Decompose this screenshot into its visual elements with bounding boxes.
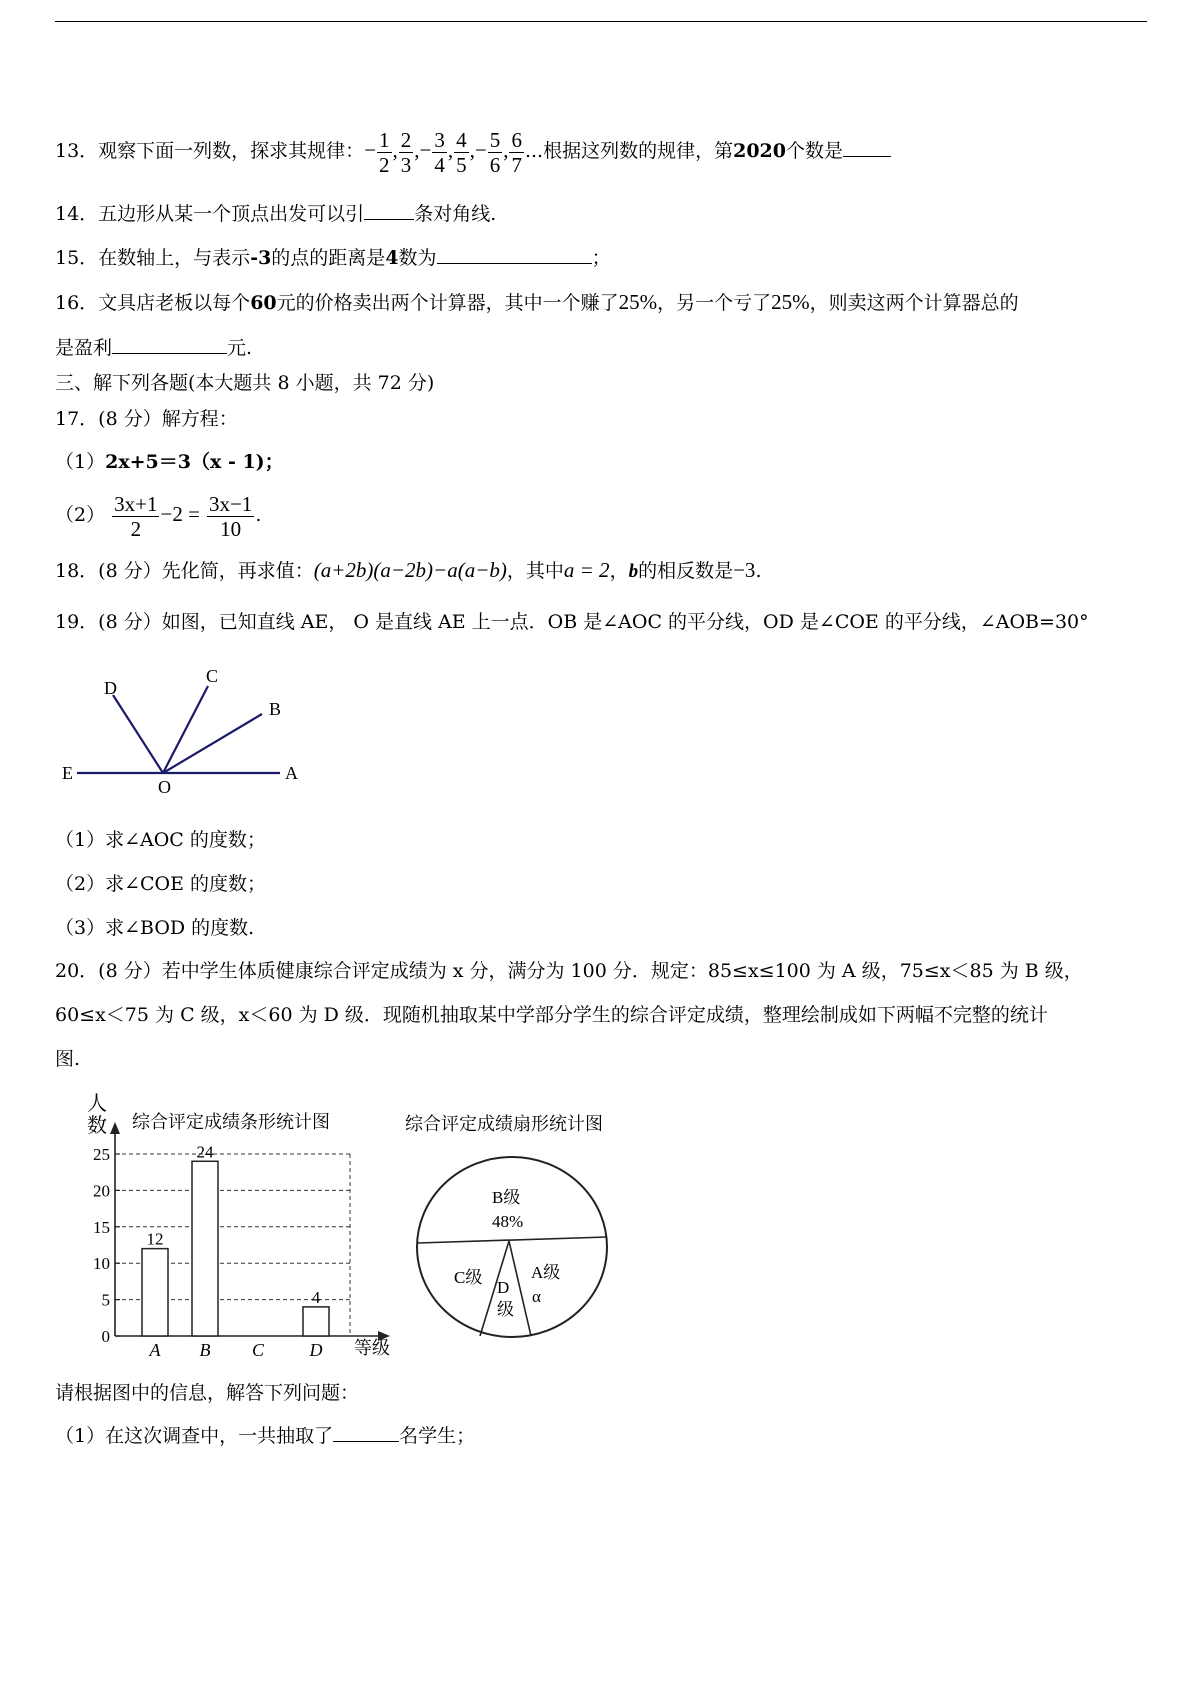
x-tick-label-B: B xyxy=(199,1340,211,1360)
y-tick-label: 25 xyxy=(93,1145,110,1164)
q19-part3: （3）求∠BOD 的度数. xyxy=(55,917,255,939)
answer-blank-20-1[interactable] xyxy=(333,1423,399,1442)
answer-blank-16[interactable] xyxy=(112,335,227,354)
angle-figure xyxy=(55,660,325,800)
label-D: D xyxy=(104,678,117,698)
fraction-right: $\frac{3x-1}{10}$ xyxy=(208,491,253,541)
minus-sign: − xyxy=(419,138,432,162)
y-tick-label: 15 xyxy=(93,1217,110,1237)
q17-part1: （1）2x+5＝3（x - 1)； xyxy=(55,451,284,473)
bar-chart-title: 综合评定成绩条形统计图 xyxy=(132,1112,330,1132)
y-tick-label: 20 xyxy=(93,1181,110,1201)
sequence-fraction: $\frac{2}{3}$ xyxy=(400,127,412,177)
question-18: 18．(8 分）先化简，再求值：(a+2b)(a−2b)−a(a−b)，其中a = 2，b的相反数是−3. xyxy=(55,558,762,582)
y-tick-label: 0 xyxy=(101,1327,110,1346)
label-E: E xyxy=(62,763,73,783)
fraction-sequence: − $\frac{1}{2}$ , $\frac{2}{3}$ ,− $\frac{3}{4}$ , $\frac{4}{5}$ ,− $\frac{5}{6}$ , $\frac{6}{7}$ xyxy=(364,127,522,177)
slice-C-label: C级 xyxy=(454,1268,483,1287)
answer-blank-13[interactable] xyxy=(843,138,891,157)
question-20-line2: 60≤x＜75 为 C 级，x＜60 为 D 级．现随机抽取某中学部分学生的综合评定成绩，整理绘制成如下两幅不完整的统计 xyxy=(55,1004,1048,1026)
y-axis-arrow xyxy=(110,1122,120,1134)
bar-D xyxy=(303,1307,329,1336)
q17-part2: （2） $\frac{3x+1}{2}$ −2 = $\frac{3x-1}{10}$ . xyxy=(55,491,262,541)
slice-D-label-2: 级 xyxy=(497,1300,514,1319)
question-17: 17．(8 分）解方程： xyxy=(55,408,238,430)
fraction-left: $\frac{3x+1}{2}$ xyxy=(114,491,158,541)
y-axis-label-2: 数 xyxy=(87,1115,107,1137)
pie-chart-title: 综合评定成绩扇形统计图 xyxy=(405,1114,603,1134)
pie-divider-DA xyxy=(509,1241,531,1336)
data-label-D: 4 xyxy=(311,1287,321,1307)
header-rule xyxy=(55,21,1147,22)
slice-B-label: B级 xyxy=(492,1188,521,1207)
y-tick-label: 10 xyxy=(93,1254,110,1274)
slice-A-label: A级 xyxy=(531,1263,561,1282)
bar-B xyxy=(192,1161,218,1336)
x-axis-label: 等级 xyxy=(354,1338,390,1358)
bar-A xyxy=(142,1249,168,1336)
slice-A-value: α xyxy=(532,1287,541,1306)
sequence-fraction: $\frac{4}{5}$ xyxy=(456,127,467,177)
question-13: 13．观察下面一列数，探求其规律：− $\frac{1}{2}$ , $\frac{2}{3}$ ,− $\frac{3}{4}$ , $\frac{4}{5}$ ,− $\frac{5}{6}$ , $\frac{6}{7}$ ...根据这列数的规律，第2020个数是 xyxy=(55,122,891,179)
question-20-line3: 图. xyxy=(55,1048,81,1070)
pie-divider-B xyxy=(418,1237,607,1243)
minus-sign: − xyxy=(364,138,377,162)
minus-sign: − xyxy=(474,138,487,162)
answer-blank-15[interactable] xyxy=(437,245,592,264)
q19-part1: （1）求∠AOC 的度数； xyxy=(55,829,266,851)
ray-OD xyxy=(113,695,163,773)
data-label-A: 12 xyxy=(146,1229,164,1249)
q19-part2: （2）求∠COE 的度数； xyxy=(55,873,267,895)
slice-D-label-1: D xyxy=(497,1278,510,1297)
y-tick-label: 5 xyxy=(101,1290,110,1310)
y-axis-label-1: 人 xyxy=(87,1093,107,1115)
q20-part1: （1）在这次调查中，一共抽取了 名学生； xyxy=(55,1425,476,1447)
question-19: 19．(8 分）如图，已知直线 AE， O 是直线 AE 上一点．OB 是∠AOC 的平分线，OD 是∠COE 的平分线，∠AOB=30° xyxy=(55,611,1089,633)
x-tick-label-A: A xyxy=(149,1340,161,1360)
section-heading: 三、解下列各题(本大题共 8 小题，共 72 分) xyxy=(55,372,435,394)
data-label-B: 24 xyxy=(196,1142,214,1162)
slice-B-value: 48% xyxy=(492,1212,524,1231)
pie-chart xyxy=(395,1105,625,1340)
question-20-line1: 20．(8 分）若中学生体质健康综合评定成绩为 x 分，满分为 100 分．规定：85≤x≤100 为 A 级，75≤x＜85 为 B 级， xyxy=(55,960,1083,982)
sequence-fraction: $\frac{5}{6}$ xyxy=(489,127,501,177)
question-16-line2: 是盈利 元. xyxy=(55,337,253,359)
sequence-fraction: $\frac{1}{2}$ xyxy=(379,127,390,177)
label-C: C xyxy=(206,666,219,686)
label-A: A xyxy=(285,763,298,783)
bar-chart xyxy=(80,1090,410,1370)
x-tick-label-D: D xyxy=(309,1340,323,1360)
question-16-line1: 16．文具店老板以每个60元的价格卖出两个计算器，其中一个赚了25%，另一个亏了25%，则卖这两个计算器总的 xyxy=(55,290,1019,314)
label-O: O xyxy=(158,777,171,797)
label-B: B xyxy=(269,699,282,719)
question-15: 15．在数轴上，与表示-3的点的距离是4数为 ； xyxy=(55,247,611,269)
sequence-fraction: $\frac{6}{7}$ xyxy=(511,127,522,177)
answer-blank-14[interactable] xyxy=(364,201,414,220)
q20-instruction: 请根据图中的信息，解答下列问题： xyxy=(55,1382,360,1404)
question-14: 14．五边形从某一个顶点出发可以引 条对角线. xyxy=(55,203,497,225)
x-tick-label-C: C xyxy=(251,1340,265,1360)
sequence-fraction: $\frac{3}{4}$ xyxy=(434,127,445,177)
